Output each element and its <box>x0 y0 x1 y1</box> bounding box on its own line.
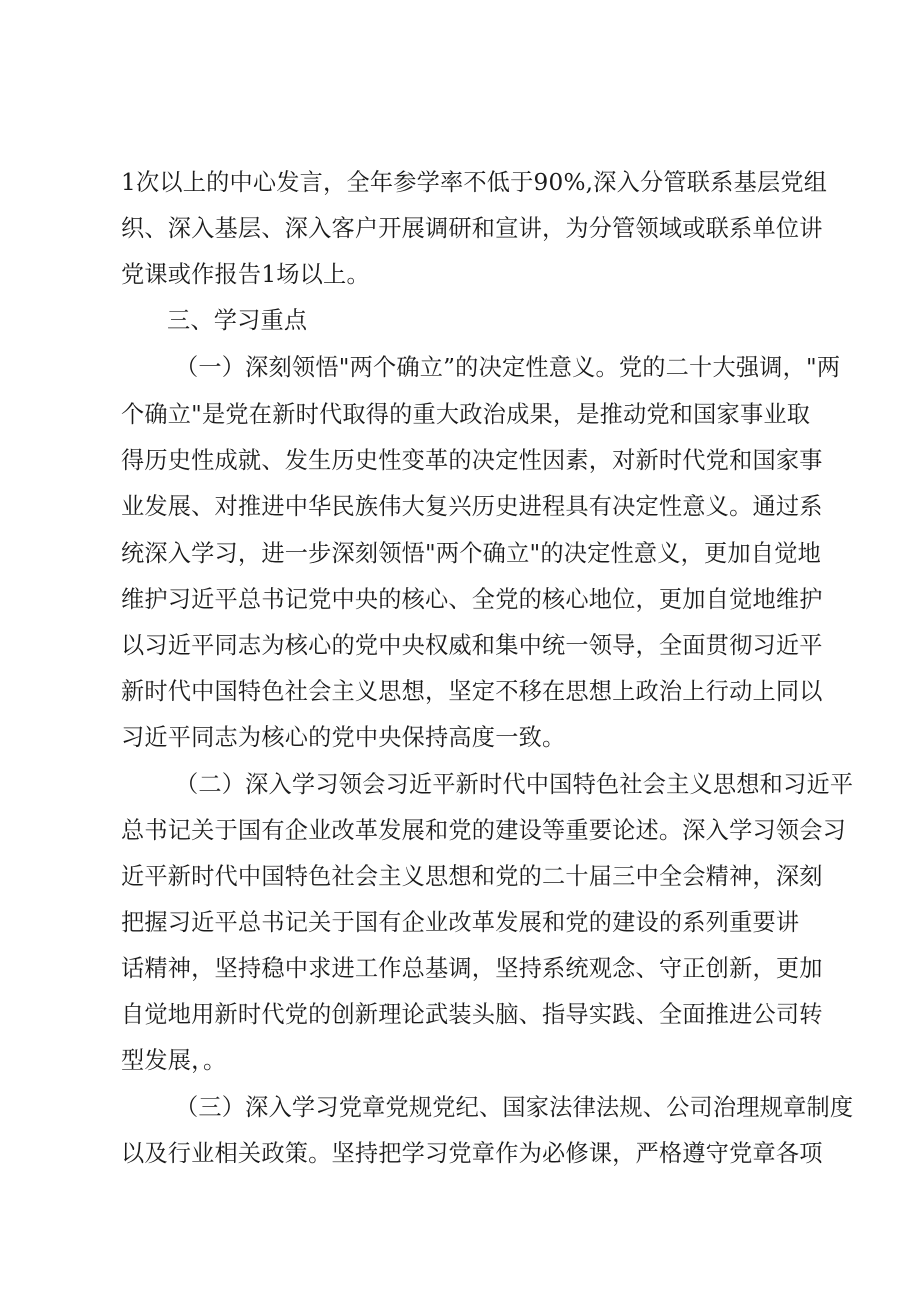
text-line: 得历史性成就、发生历史性变革的决定性因素，对新时代党和国家事 <box>121 447 823 474</box>
paragraph-heading-line: （一）深刻领悟"两个确立”的决定性意义。党的二十大强调，"两 <box>175 354 841 381</box>
text-line: 自觉地用新时代党的创新理论武装头脑、指导实践、全面推进公司转 <box>121 1001 823 1028</box>
text-line: 维护习近平总书记党中央的核心、全党的核心地位，更加自觉地维护 <box>121 586 823 613</box>
text-line: 话精神，坚持稳中求进工作总基调，坚持系统观念、守正创新，更加 <box>121 955 823 982</box>
text-line: 统深入学习，进一步深刻领悟"两个确立"的决定性意义，更加自觉地 <box>121 540 821 567</box>
text-line: 把握习近平总书记关于国有企业改革发展和党的建设的系列重要讲 <box>121 909 800 936</box>
text-line: 近平新时代中国特色社会主义思想和党的二十届三中全会精神，深刻 <box>121 863 823 890</box>
text-line: 以及行业相关政策。坚持把学习党章作为必修课，严格遵守党章各项 <box>121 1140 823 1167</box>
text-line: 新时代中国特色社会主义思想，坚定不移在思想上政治上行动上同以 <box>121 678 823 705</box>
text-line: 习近平同志为核心的党中央保持高度一致。 <box>121 724 566 751</box>
paragraph-heading-line: （三）深入学习党章党规党纪、国家法律法规、公司治理规章制度 <box>175 1094 854 1121</box>
text-line: 总书记关于国有企业改革发展和党的建设等重要论述。深入学习领会习 <box>121 817 847 844</box>
text-line: 业发展、对推进中华民族伟大复兴历史进程具有决定性意义。通过系 <box>121 493 823 520</box>
text-line: 1次以上的中心发言，全年参学率不低于90%,深入分管联系基层党组 <box>121 169 828 196</box>
text-line: 以习近平同志为核心的党中央权威和集中统一领导，全面贯彻习近平 <box>121 632 823 659</box>
text-line: 党课或作报告1场以上。 <box>121 261 370 288</box>
text-line: 型发展，。 <box>121 1047 227 1074</box>
text-line: 织、深入基层、深入客户开展调研和宣讲，为分管领域或联系单位讲 <box>121 215 823 242</box>
section-heading: 三、学习重点 <box>167 307 308 334</box>
text-line: 个确立"是党在新时代取得的重大政治成果，是推动党和国家事业取 <box>121 401 811 428</box>
paragraph-heading-line: （二）深入学习领会习近平新时代中国特色社会主义思想和习近平 <box>175 771 854 798</box>
